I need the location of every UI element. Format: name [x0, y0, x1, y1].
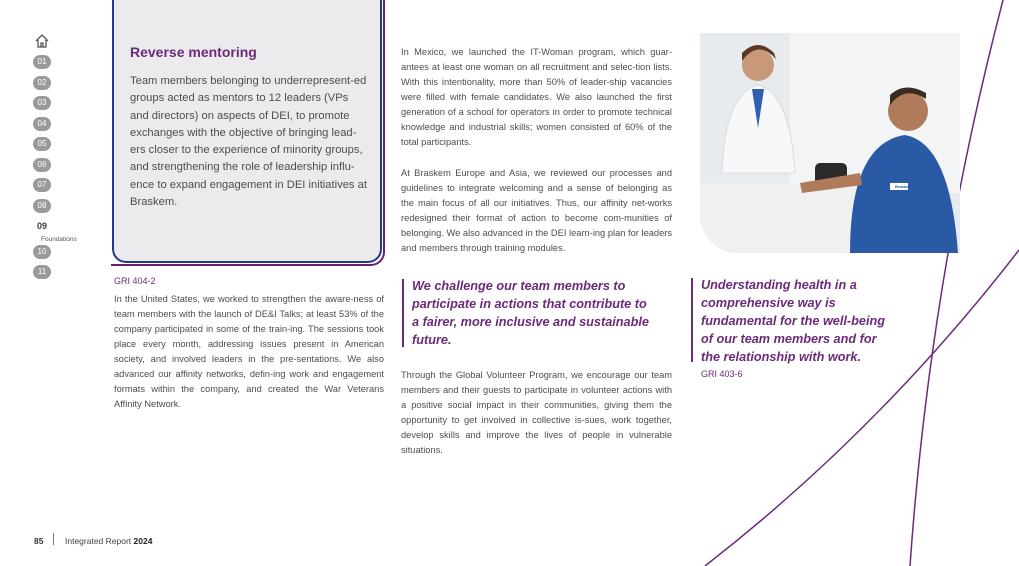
quote-bar	[402, 279, 404, 347]
health-check-photo	[700, 33, 960, 253]
nav-page-05[interactable]: 05	[33, 137, 51, 151]
report-title	[65, 536, 152, 546]
volunteer-paragraph: Through the Global Volunteer Program, we encourage our team members and their guests to participate in volunteer actions with a positive social impact in their communities, giving them the opportunity to get involved in collective is-sues, work together, develop skills and improve the lives of people in vulnerable situations.	[401, 370, 672, 455]
nav-page-02[interactable]: 02	[33, 76, 51, 90]
nav-page-01[interactable]: 01	[33, 55, 51, 69]
nav-active-label: Foundations	[41, 236, 77, 243]
nav-page-03[interactable]: 03	[33, 96, 51, 110]
report-title-text: Integrated Report	[65, 536, 132, 546]
nav-page-08[interactable]: 08	[33, 199, 51, 213]
gri-reference-health: GRI 403-6	[701, 369, 743, 379]
nav-page-04[interactable]: 04	[33, 117, 51, 131]
nav-page-06[interactable]: 06	[33, 158, 51, 172]
nav-page-11[interactable]: 11	[33, 265, 51, 279]
report-year: 2024	[133, 536, 153, 546]
nav-page-10[interactable]: 10	[33, 245, 51, 259]
footer-divider	[53, 533, 54, 545]
nav-page-09[interactable]: 09	[36, 221, 47, 231]
pull-quote: We challenge our team members to participate in actions that contribute to a fairer, more inclusive and sustainable future.	[412, 279, 649, 347]
health-quote: Understanding health in a comprehensive way is fundamental for the well-being of our team members and for the relationship with work.	[701, 278, 885, 364]
home-icon[interactable]	[34, 33, 50, 49]
nav-page-07[interactable]: 07	[33, 178, 51, 192]
quote-bar-health	[691, 278, 693, 362]
mexico-paragraph: In Mexico, we launched the IT-Woman program, which guar-antees at least one woman on all recruitment and selec-tion lists. With this intentionality, more than 50% of leader-ship vacancies were filled with female candidates. We also launched the first generation of a school for operators in order to promote technical knowledge and industrial skills; women consisted of 60% of the total participants.	[401, 47, 672, 147]
europe-asia-paragraph: At Braskem Europe and Asia, we reviewed our processes and guidelines to integrate welcoming and a sense of belonging as the main focus of all our initiatives. Thus, our affinity net-works redesigned their format of action to become com-munities of belonging. We also advanced in the DEI learn-ing plan for leaders and members through training modules.	[401, 168, 672, 253]
shirt-logo-text: Braskem	[895, 184, 912, 189]
box-title: Reverse mentoring	[130, 44, 257, 60]
us-paragraph: In the United States, we worked to strengthen the aware-ness of team members with the launch of DE&I Talks; at least 53% of the company participated in some of the train-ing. The sessions took place every month, addressing issues present in American society, and involved leaders in the pre-sentations. We also advanced our affinity networks, defin-ing work and engagement formats within the company, and created the War Veterans Affinity Network.	[114, 294, 384, 409]
box-text: Team members belonging to underrepresent-ed groups acted as mentors to 12 leaders (VPs and directors) on aspects of DEI, to promote exchanges with the objective of bringing lead-ers closer to the experience of minority groups, and strengthening the role of leadership influ-ence to expand engagement in DEI initiatives at Braskem.	[130, 75, 367, 209]
gri-reference: GRI 404-2	[114, 276, 156, 286]
page-number: 85	[34, 536, 44, 546]
